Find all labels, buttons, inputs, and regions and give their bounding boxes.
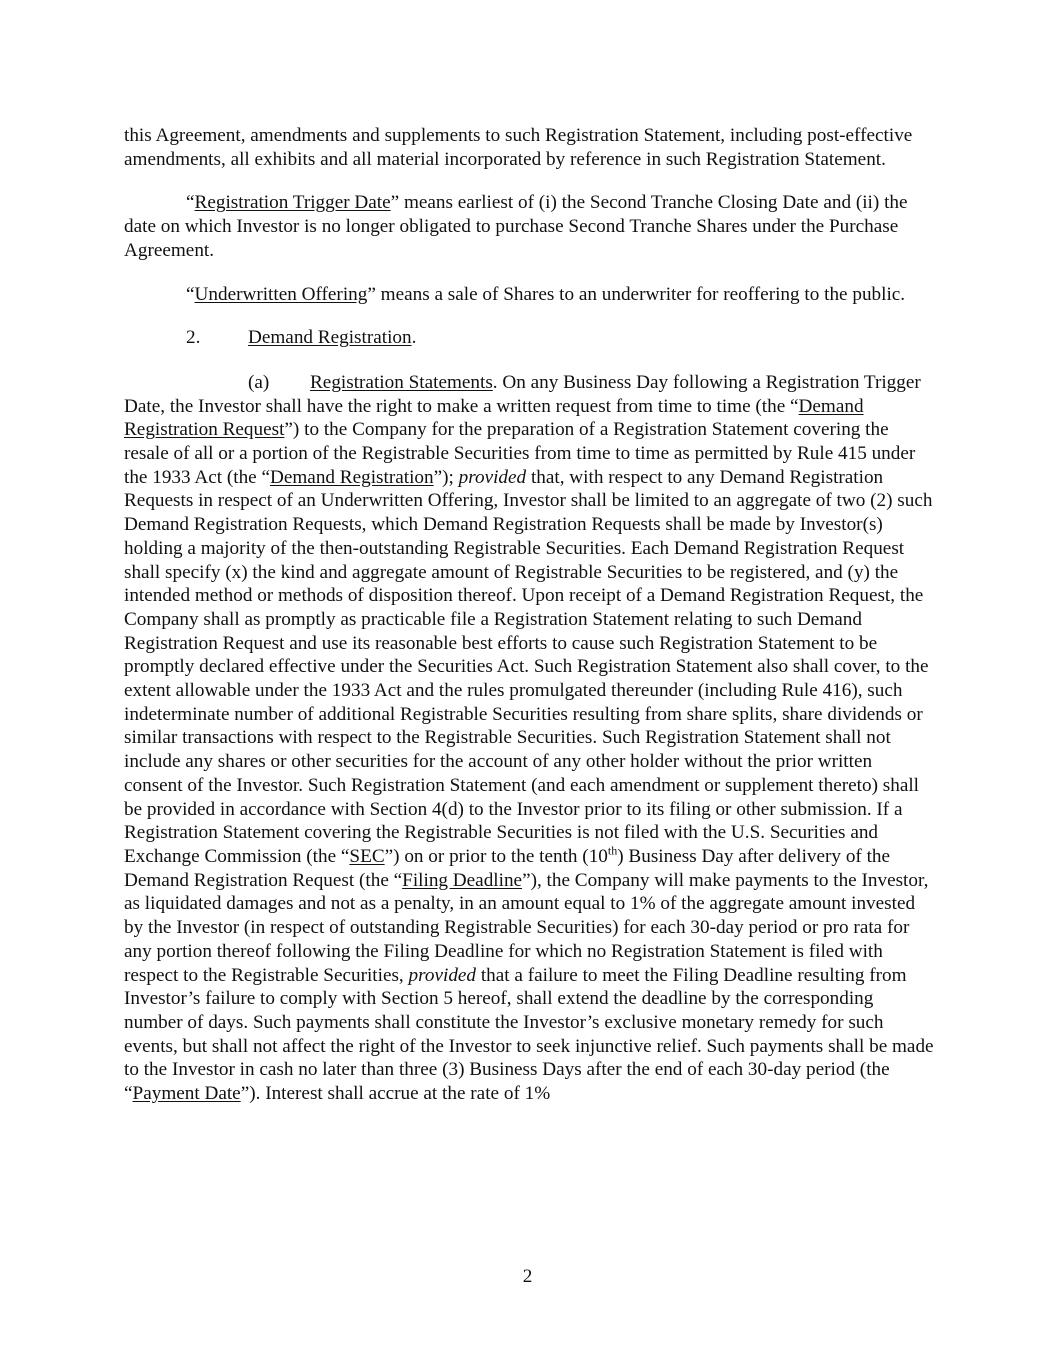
subsection-title: Registration Statements: [310, 371, 493, 393]
defined-term: Payment Date: [132, 1083, 241, 1105]
defined-term: Demand Registration: [270, 466, 434, 488]
page-number: 2: [522, 1266, 533, 1287]
subsection-paragraph: (a) Registration Statements. On any Business Day following a Registration Trigger Date, the Investor shall have the right to make a written request from time to time (the “Demand Registration Request”) to the Company for the preparation of a Registration Statement covering the resale of all or a portion of the Registrable Securities from time to time as permitted by Rule 415 under the 1933 Act (the “Demand Registration”); provided that, with respect to any Demand Registration Requests in respect of an Underwritten Offering, Investor shall be limited to an aggregate of two (2) such Demand Registration Requests, which Demand Registration Requests shall be made by Investor(s) holding a majority of the then-outstanding Registrable Securities. Each Demand Registration Request shall specify (x) the kind and aggregate amount of Registrable Securities to be registered, and (y) the intended method or methods of disposition thereof. Upon receipt of a Demand Registration Request, the Company shall as promptly as practicable file a Registration Statement relating to such Demand Registration Request and use its reasonable best efforts to cause such Registration Statement to be promptly declared effective under the Securities Act. Such Registration Statement also shall cover, to the extent allowable under the 1933 Act and the rules promulgated thereunder (including Rule 416), such indeterminate number of additional Registrable Securities resulting from share splits, share dividends or similar transactions with respect to the Registrable Securities. Such Registration Statement shall not include any shares or other securities for the account of any other holder without the prior written consent of the Investor. Such Registration Statement (and each amendment or supplement thereto) shall be provided in accordance with Section 4(d) to the Investor prior to its filing or other submission. If a Registration Statement covering the Registrable Securities is not filed with the U.S. Securities and Exchange Commission (the “SEC”) on or prior to the tenth (10th) Business Day after delivery of the Demand Registration Request (the “Filing Deadline”), the Company will make payments to the Investor, as liquidated damages and not as a penalty, in an amount equal to 1% of the aggregate amount invested by the Investor (in respect of outstanding Registrable Securities) for each 30-day period or pro rata for any portion thereof following the Filing Deadline for which no Registration Statement is filed with respect to the Registrable Securities, provided that a failure to meet the Filing Deadline resulting from Investor’s failure to comply with Section 5 hereof, shall extend the deadline by the corresponding number of days. Such payments shall constitute the Investor’s exclusive monetary remedy for such events, but shall not affect the right of the Investor to seek injunctive relief. Such payments shall be made to the Investor in cash no later than three (3) Business Days after the end of each 30-day period (the “Payment Date”). Interest shall accrue at the rate of 1%: [124, 371, 934, 1105]
paragraph-continuation: this Agreement, amendments and supplements to such Registration Statement, including post-effective amendments, all exhibits and all material incorporated by reference in such Registration Statement.: [124, 125, 913, 170]
definition-underwritten-offering: “Underwritten Offering” means a sale of Shares to an underwriter for reoffering to the public.: [186, 283, 906, 305]
definition-registration-trigger-date: “Registration Trigger Date” means earliest of (i) the Second Tranche Closing Date and (ii) the date on which Investor is no longer obligated to purchase Second Tranche Shares under the Purchase Agreement.: [124, 192, 908, 261]
defined-term: Underwritten Offering: [194, 283, 368, 305]
italic-term: provided: [408, 964, 477, 986]
italic-term: provided: [458, 466, 527, 488]
section-title: Demand Registration: [248, 327, 412, 349]
section-heading: 2. Demand Registration.: [186, 327, 417, 349]
defined-term: Registration Trigger Date: [194, 192, 391, 214]
section-number: 2.: [186, 327, 201, 349]
document-body: [124, 124, 934, 1106]
subsection-number: (a): [248, 371, 270, 393]
defined-term: Filing Deadline: [402, 869, 523, 891]
defined-term: SEC: [349, 845, 385, 867]
superscript: th: [607, 843, 618, 858]
defined-term: Demand Registration Request: [124, 395, 864, 441]
